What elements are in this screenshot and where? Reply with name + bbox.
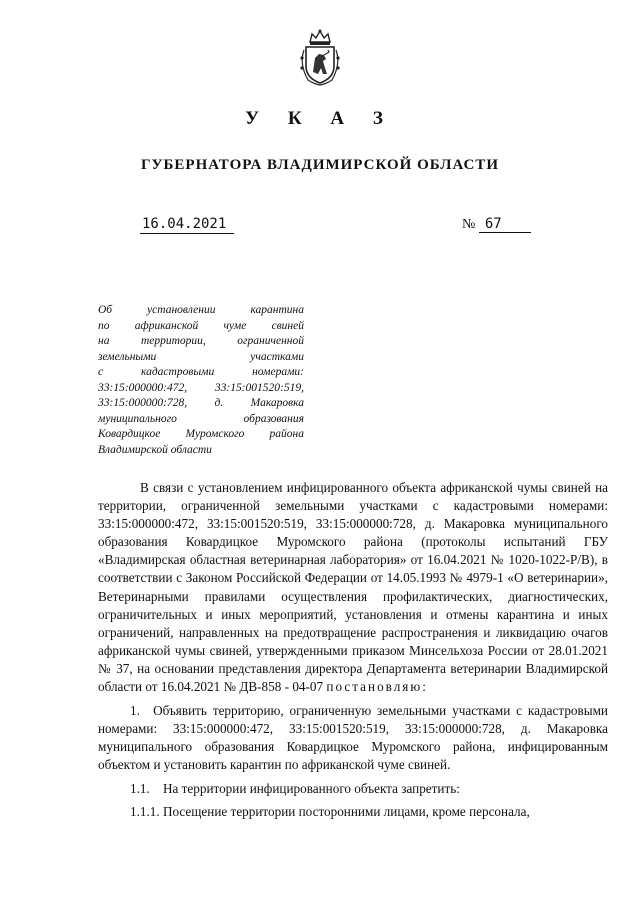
subject-line: 33:15:000000:472, 33:15:001520:519, [98, 381, 304, 394]
subject-line: с кадастровыми номерами: [98, 366, 304, 378]
preamble-paragraph [98, 479, 608, 696]
subject-line: 33:15:000000:728, д. Макаровка [98, 397, 304, 409]
item-1-1: 1.1. На территории инфицированного объекта запретить: [130, 780, 460, 796]
subject-line: Об установлении карантина [98, 304, 304, 316]
number-value: 67 [479, 216, 531, 233]
subject-line: Ковардицкое Муромского района [98, 428, 304, 440]
subject-line: Владимирской области [98, 443, 212, 456]
item-1-1-1: 1.1.1. Посещение территории посторонними лицами, кроме персонала, [130, 803, 530, 819]
coat-of-arms-emblem [296, 28, 344, 86]
decree-word: постановляю: [326, 679, 428, 695]
preamble-text: В связи с установлением инфицированного объекта африканской чумы свиней на территории, ограниченной земельными участками с кадастровыми номерами: 33:15:000000:472, 33:15:001520:519, 33:15:000000:728, д. Макаровка муниципального образования Ковардицкое Муромского района (протоколы испытаний ГБУ «Владимирская областная ветеринарная лаборатория» от 16.04.2021 № 1020-1022-Р/В), в соответствии с Законом Российской Федерации от 14.05.1993 № 4979-1 «О ветеринарии», Ветеринарными правилами осуществления профилактических, диагностических, ограничительных и иных мероприятий, установления и отмены карантина и иных ограничений, направленных на предотвращение распространения и ликвидацию очагов африканской чумы свиней, утвержденными приказом Минсельхоза России от 28.01.2021 № 37, на основании представления директора Департамента ветеринарии Владимирской области от 16.04.2021 № ДВ-858 - 04-07 [98, 480, 608, 695]
document-subject [98, 303, 304, 458]
number-label: № [462, 217, 476, 232]
document-body [98, 479, 608, 821]
subject-line: по африканской чуме свиней [98, 319, 304, 332]
document-number [462, 216, 531, 233]
document-subtitle: ГУБЕРНАТОРА ВЛАДИМИРСКОЙ ОБЛАСТИ [140, 157, 500, 173]
subject-line: муниципального образования [98, 412, 304, 425]
item-1: 1. Объявить территорию, ограниченную земельными участками с кадастровыми номерами: 33:15:000000:472, 33:15:001520:519, 33:15:000000:728, д. Макаровка муниципального образования Ковардицкое Муромского района, инфицированным объектом и установить карантин по африканской чуме свиней. [98, 703, 608, 773]
document-date: 16.04.2021 [140, 216, 234, 234]
document-title: У К А З [245, 108, 395, 129]
subject-line: земельными участками [98, 350, 304, 363]
subject-line: на территории, ограниченной [98, 335, 304, 347]
